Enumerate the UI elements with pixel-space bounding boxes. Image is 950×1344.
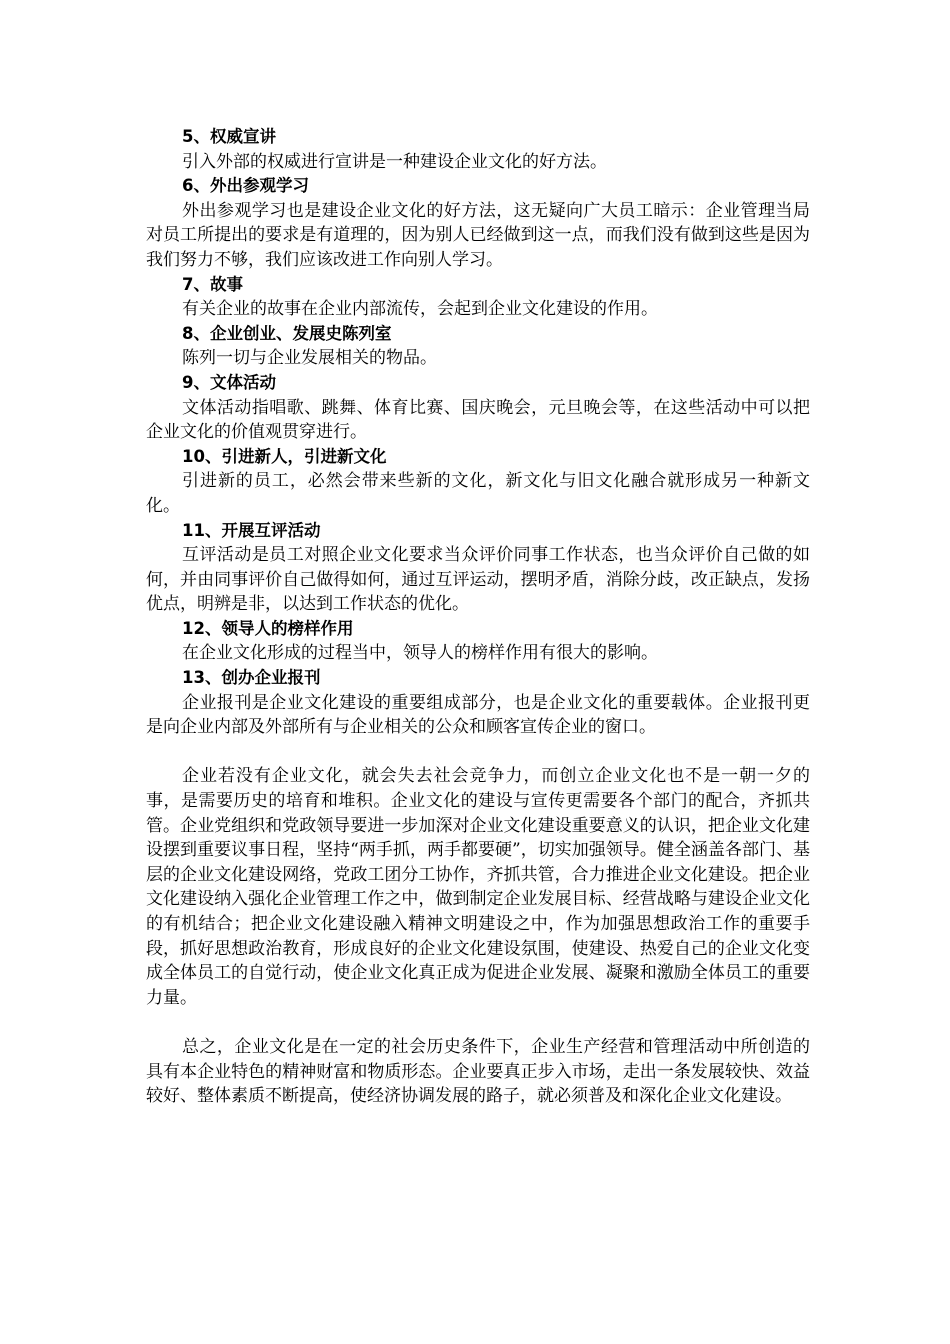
conclusion-paragraph-2: 总之，企业文化是在一定的社会历史条件下，企业生产经营和管理活动中所创造的具有本企业特色的精神财富和物质形态。企业要真正步入市场，走出一条发展较快、效益较好、整体素质不断提高，使经济协调发展的路子，就必须普及和深化企业文化建设。	[146, 1036, 810, 1107]
section-heading-11: 11、开展互评活动	[182, 520, 321, 540]
section-text-11: 互评活动是员工对照企业文化要求当众评价同事工作状态，也当众评价自己做的如何，并由同事评价自己做得如何，通过互评运动，摆明矛盾，消除分歧，改正缺点，发扬优点，明辨是非，以达到工作状态的优化。	[146, 545, 810, 615]
section-heading-9: 9、文体活动	[182, 372, 276, 392]
section-heading-5: 5、权威宣讲	[182, 127, 276, 146]
paragraph-spacer	[146, 740, 810, 765]
section-text-12: 在企业文化形成的过程当中，领导人的榜样作用有很大的影响。	[182, 643, 658, 664]
section-text-10: 引进新的员工，必然会带来些新的文化，新文化与旧文化融合就形成另一种新文化。	[146, 471, 810, 516]
section-text-13: 企业报刊是企业文化建设的重要组成部分，也是企业文化的重要载体。企业报刊更是向企业内部及外部所有与企业相关的公众和顾客宣传企业的窗口。	[146, 692, 810, 738]
paragraph-spacer	[146, 1010, 810, 1035]
section-heading-10: 10、引进新人，引进新文化	[182, 446, 387, 466]
section-heading-13: 13、创办企业报刊	[182, 668, 321, 688]
section-heading-6: 6、外出参观学习	[182, 176, 309, 196]
section-heading-8: 8、企业创业、发展史陈列室	[182, 323, 392, 343]
document-page	[146, 125, 810, 1109]
section-heading-7: 7、故事	[182, 274, 243, 294]
conclusion-paragraph-1: 企业若没有企业文化，就会失去社会竞争力，而创立企业文化也不是一朝一夕的事，是需要历史的培育和堆积。企业文化的建设与宣传更需要各个部门的配合，齐抓共管。企业党组织和党政领导要进一步加深对企业文化建设重要意义的认识，把企业文化建设摆到重要议事日程，坚持“两手抓，两手都要硬”，切实加强领导。健全涵盖各部门、基层的企业文化建设网络，党政工团分工协作，齐抓共管，合力推进企业文化建设。把企业文化建设纳入强化企业管理工作之中，做到制定企业发展目标、经营战略与建设企业文化的有机结合；把企业文化建设融入精神文明建设之中，作为加强思想政治工作的重要手段，抓好思想政治教育，形成良好的企业文化建设氛围，使建设、热爱自己的企业文化变成全体员工的自觉行动，使企业文化真正成为促进企业发展、凝聚和激励全体员工的重要力量。	[146, 766, 810, 1008]
section-text-8: 陈列一切与企业发展相关的物品。	[182, 348, 437, 369]
section-text-5: 引入外部的权威进行宣讲是一种建设企业文化的好方法。	[182, 151, 607, 172]
section-text-9: 文体活动指唱歌、跳舞、体育比赛、国庆晚会，元旦晚会等，在这些活动中可以把企业文化的价值观贯穿进行。	[146, 397, 810, 443]
section-text-7: 有关企业的故事在企业内部流传，会起到企业文化建设的作用。	[182, 299, 658, 320]
section-text-6: 外出参观学习也是建设企业文化的好方法，这无疑向广大员工暗示：企业管理当局对员工所提出的要求是有道理的，因为别人已经做到这一点，而我们没有做到这些是因为我们努力不够，我们应该改进工作向别人学习。	[146, 200, 810, 270]
section-heading-12: 12、领导人的榜样作用	[182, 618, 354, 638]
